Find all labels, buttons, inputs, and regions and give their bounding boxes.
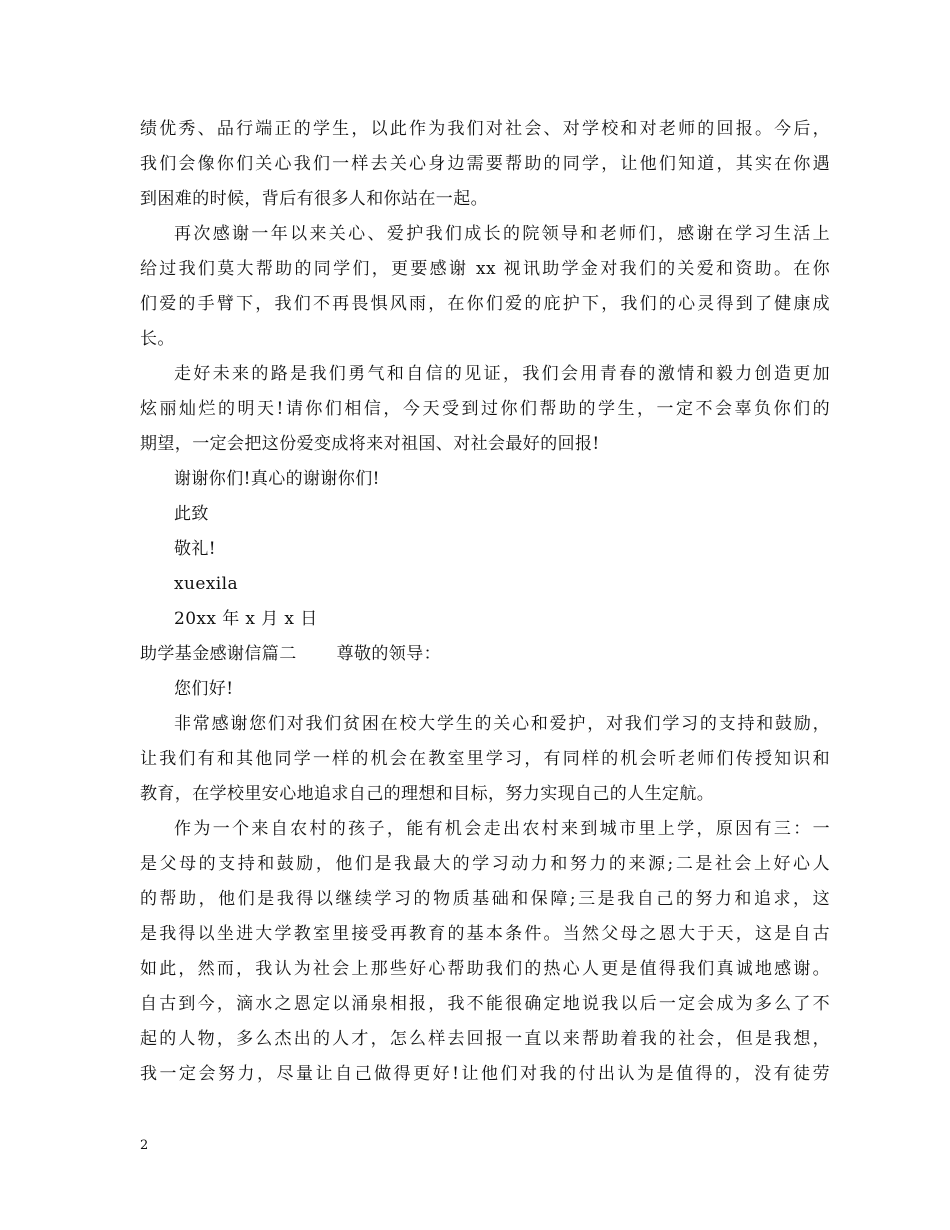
text-line: 长。: [140, 329, 175, 349]
letter-date: 20xx 年 x 月 x 日: [174, 609, 318, 629]
text-line: 给过我们莫大帮助的同学们，更要感谢 xx 视讯助学金对我们的关爱和资助。在你: [140, 259, 830, 279]
text-line: 是我得以坐进大学教室里接受再教育的基本条件。当然父母之恩大于天，这是自古: [140, 924, 830, 944]
paragraph-gratitude: [140, 707, 830, 812]
text-line: 让我们有和其他同学一样的机会在教室里学习，有同样的机会听老师们传授知识和: [140, 749, 830, 769]
closing-jingli: 敬礼!: [174, 539, 217, 559]
text-line: 的帮助，他们是我得以继续学习的物质基础和保障;三是我自己的努力和追求，这: [140, 889, 830, 909]
text-line: 再次感谢一年以来关心、爱护我们成长的院领导和老师们，感谢在学习生活上: [174, 224, 830, 244]
text-line: 是父母的支持和鼓励，他们是我最大的学习动力和努力的来源;二是社会上好心人: [140, 854, 830, 874]
text-line: 我一定会努力，尽量让自己做得更好!让他们对我的付出认为是值得的，没有徒劳: [140, 1064, 830, 1084]
paragraph-future: [140, 357, 830, 462]
text-line: 炫丽灿烂的明天!请你们相信，今天受到过你们帮助的学生，一定不会辜负你们的: [140, 399, 830, 419]
paragraph-continuation: [140, 112, 830, 217]
closing-zhi: 此致: [174, 504, 209, 524]
document-body: [140, 112, 830, 1092]
paragraph-background: [140, 812, 830, 1092]
paragraph-thanks-leaders: [140, 217, 830, 357]
closing-thanks: 谢谢你们!真心的谢谢你们!: [174, 469, 380, 489]
text-line: 教育，在学校里安心地追求自己的理想和目标，努力实现自己的人生定航。: [140, 784, 715, 804]
text-line: 我们会像你们关心我们一样去关心身边需要帮助的同学，让他们知道，其实在你遇: [140, 154, 830, 174]
signature: xuexila: [174, 574, 238, 594]
text-line: 作为一个来自农村的孩子，能有机会走出农村来到城市里上学，原因有三：一: [174, 819, 830, 839]
letter-closing: [140, 462, 830, 637]
greeting: 您们好!: [174, 679, 234, 699]
text-line: 非常感谢您们对我们贫困在校大学生的关心和爱护，对我们学习的支持和鼓励，: [174, 714, 830, 734]
salutation: 尊敬的领导：: [336, 644, 442, 664]
text-line: 期望，一定会把这份爱变成将来对祖国、对社会最好的回报!: [140, 434, 600, 454]
text-line: 绩优秀、品行端正的学生，以此作为我们对社会、对学校和对老师的回报。今后，: [140, 119, 830, 139]
section-heading-row: [140, 637, 830, 672]
text-line: 如此，然而，我认为社会上那些好心帮助我们的热心人更是值得我们真诚地感谢。: [140, 959, 830, 979]
text-line: 自古到今，滴水之恩定以涌泉相报，我不能很确定地说我以后一定会成为多么了不: [140, 994, 830, 1014]
text-line: 们爱的手臂下，我们不再畏惧风雨，在你们爱的庇护下，我们的心灵得到了健康成: [140, 294, 830, 314]
page-number: 2: [140, 1138, 149, 1153]
section-title: 助学基金感谢信篇二: [140, 644, 297, 664]
text-line: 到困难的时候，背后有很多人和你站在一起。: [140, 189, 488, 209]
text-line: 起的人物，多么杰出的人才，怎么样去回报一直以来帮助着我的社会，但是我想，: [140, 1029, 830, 1049]
text-line: 走好未来的路是我们勇气和自信的见证，我们会用青春的激情和毅力创造更加: [174, 364, 830, 384]
